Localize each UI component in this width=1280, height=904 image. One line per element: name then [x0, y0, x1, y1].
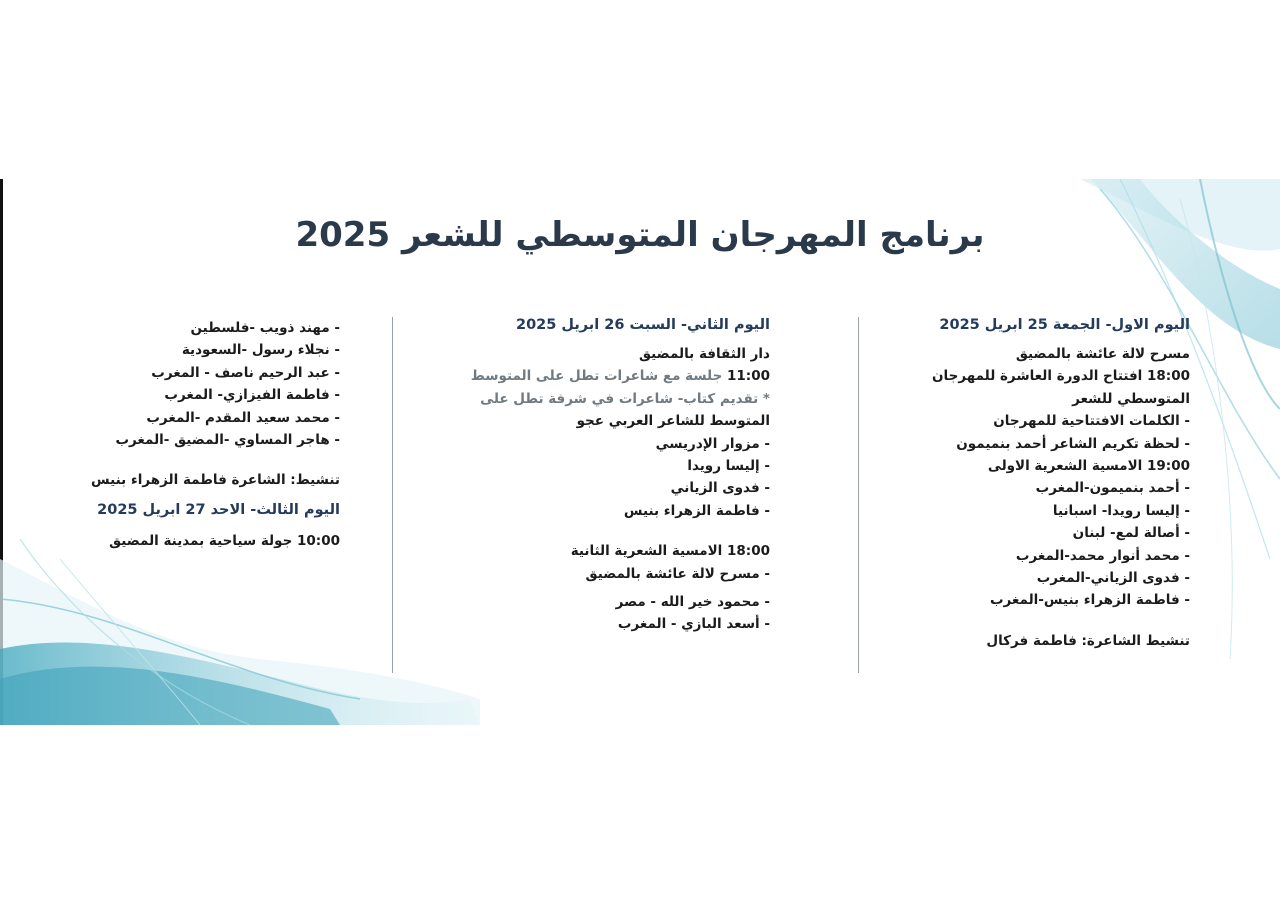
- list-item: - لحظة تكريم الشاعر أحمد بنميمون: [956, 435, 1190, 452]
- list-item: - أسعد البازي - المغرب: [617, 616, 770, 633]
- day2-heading: اليوم الثاني- السبت 26 ابريل 2025: [515, 317, 770, 333]
- list-item: - فاطمة الفيزازي- المغرب: [164, 387, 340, 404]
- day3-heading: اليوم الثالث- الاحد 27 ابريل 2025: [97, 501, 340, 518]
- day3-time-1: 10:00: [297, 532, 340, 549]
- list-item: - فدوى الزياني-المغرب: [1036, 570, 1190, 587]
- day2-slot-2-text: الامسية الشعرية الثانية: [570, 543, 723, 560]
- day2-venue: دار الثقافة بالمضيق: [639, 346, 770, 362]
- list-item: - محمد سعيد المقدم -المغرب: [146, 409, 340, 426]
- day1-slot-1: [890, 365, 1190, 387]
- day3-slot-1-text: جولة سياحية بمدينة المضيق: [109, 532, 293, 549]
- list-item: - الكلمات الافتتاحية للمهرجان: [993, 413, 1190, 430]
- page-title: برنامج المهرجان المتوسطي للشعر 2025: [295, 215, 985, 255]
- list-item: - محمد أنوار محمد-المغرب: [1015, 547, 1190, 564]
- day3-host: تنشيط: الشاعرة فاطمة الزهراء بنيس: [91, 472, 340, 489]
- day1-venue: مسرح لالة عائشة بالمضيق: [1015, 346, 1190, 362]
- day2-slot-2: [420, 540, 770, 562]
- list-item: - عبد الرحيم ناصف - المغرب: [151, 364, 340, 381]
- day1-host: تنشيط الشاعرة: فاطمة فركال: [986, 632, 1190, 649]
- day3-slot-1: [40, 530, 340, 552]
- list-item: - إليسا رويدا: [687, 458, 770, 475]
- day3-column: [40, 317, 340, 552]
- day2-time-2: 18:00: [727, 543, 770, 560]
- column-divider: [858, 317, 859, 673]
- day1-column: [890, 317, 1190, 652]
- list-item: - فاطمة الزهراء بنيس-المغرب: [989, 592, 1190, 609]
- day2-column: [420, 317, 770, 636]
- list-item: - مهند ذويب -فلسطين: [190, 320, 340, 336]
- day2-book-2: المتوسط للشاعر العربي عجو: [576, 413, 770, 430]
- day1-slot-2: [890, 455, 1190, 477]
- list-item: - أصالة لمع- لبنان: [1072, 525, 1190, 542]
- list-item: - فدوى الزياني: [670, 480, 770, 497]
- list-item: - مسرح لالة عائشة بالمضيق: [585, 565, 770, 582]
- program-card: [0, 179, 1280, 725]
- list-item: - أحمد بنميمون-المغرب: [1035, 480, 1190, 497]
- day1-slot-1-cont: المتوسطي للشعر: [1072, 390, 1190, 407]
- day2-slot-1: [420, 365, 770, 387]
- list-item: - مزوار الإدريسي: [655, 435, 770, 452]
- day2-time-1: 11:00: [727, 368, 770, 385]
- day1-slot-1-text: افتتاح الدورة العاشرة للمهرجان: [932, 368, 1143, 385]
- list-item: - إليسا رويدا- اسبانيا: [1052, 502, 1190, 519]
- day1-time-1: 18:00: [1147, 368, 1190, 385]
- day1-heading: اليوم الاول- الجمعة 25 ابريل 2025: [939, 317, 1190, 333]
- list-item: - نجلاء رسول -السعودية: [181, 342, 340, 359]
- day2-slot-1-text: جلسة مع شاعرات تطل على المتوسط: [470, 368, 723, 385]
- day1-time-2: 19:00: [1147, 458, 1190, 475]
- day2-book-1: * تقديم كتاب- شاعرات في شرفة تطل على: [480, 390, 770, 407]
- list-item: - محمود خير الله - مصر: [615, 594, 770, 611]
- day1-slot-2-text: الامسية الشعرية الاولى: [987, 458, 1143, 475]
- list-item: - فاطمة الزهراء بنيس: [623, 502, 770, 519]
- column-divider: [392, 317, 393, 673]
- list-item: - هاجر المساوي -المضيق -المغرب: [115, 432, 340, 449]
